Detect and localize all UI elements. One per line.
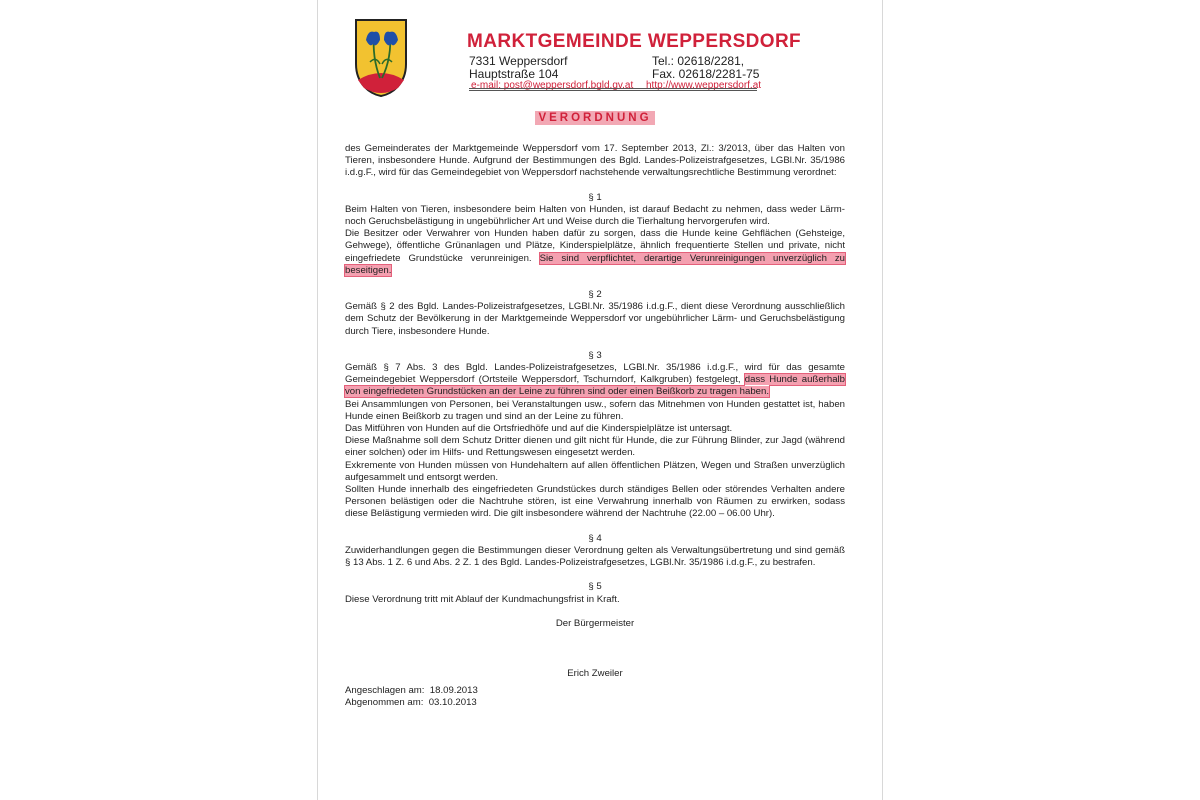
address-line-2: Hauptstraße 104 (469, 67, 559, 81)
section-4-heading: § 4 (588, 532, 602, 544)
telephone: Tel.: 02618/2281, (652, 54, 745, 68)
section-2-heading: § 2 (588, 289, 602, 301)
section-1-paragraph-1: Beim Halten von Tieren, insbesondere beim Halten von Hunden, ist darauf Bedacht zu nehmen, dass weder Lärm- noch Geruchsbelästigung in ungebührlicher Art und Weise durch die Tierhaltung hervorgerufen wird. (345, 203, 845, 228)
coat-of-arms-logo (354, 18, 408, 98)
section-3-text: Gemäß § 7 Abs. 3 des Bgld. Landes-Polizeistrafgesetzes, LGBl.Nr. 35/1986 i.d.g.F., wird für das gesamte Gemeindegebiet Weppersdorf (Ortsteile Weppersdorf, Tschurndorf, Kalkgruben) festgelegt, (345, 362, 845, 386)
intro-paragraph: des Gemeinderates der Marktgemeinde Weppersdorf vom 17. September 2013, Zl.: 3/2013, über das Halten von Tieren, insbesondere Hunde. Aufgrund der Bestimmungen des Bgld. Landes-Polizeistrafgesetzes, LGBl.Nr. 35/1986 i.d.g.F., wird für das Gemeindegebiet von Weppersdorf nachstehende verwaltungsrechtliche Bestimmung verordnet: (345, 143, 845, 179)
email-address: e-mail: post@weppersdorf.bgld.gv.at (471, 80, 634, 91)
section-1-heading: § 1 (588, 191, 602, 203)
address-line-1: 7331 Weppersdorf (469, 54, 568, 68)
section-3-paragraph-1 (345, 362, 845, 399)
section-5-heading: § 5 (588, 581, 602, 593)
section-3-paragraph-5: Exkremente von Hunden müssen von Hundehaltern auf allen öffentlichen Plätzen, Wegen und Straßen unverzüglich aufgesammelt und entsorgt werden. (345, 459, 845, 483)
signer-name: Erich Zweiler (567, 667, 623, 679)
ordinance-body (345, 143, 845, 710)
signer-title: Der Bürgermeister (555, 617, 635, 629)
section-3-paragraph-2: Bei Ansammlungen von Personen, bei Veranstaltungen usw., sofern das Mitnehmen von Hunden gestattet ist, haben Hunde einen Beißkorb zu tragen und sind an der Leine zu führen. (345, 398, 845, 422)
section-1-paragraph-2 (345, 228, 845, 277)
section-3-paragraph-4: Diese Maßnahme soll dem Schutz Dritter dienen und gilt nicht für Hunde, die zur Führung Blinder, zur Jagd (während einer solchen) oder im Hilfs- und Rettungswesen eingesetzt werden. (345, 435, 845, 459)
section-1-highlight: Sie sind verpflichtet, derartige Verunreinigungen unverzüglich zu beseitigen. (345, 252, 846, 276)
website-url: http://www.weppersdorf.at (646, 80, 762, 91)
section-3-heading: § 3 (588, 349, 602, 361)
section-4-paragraph: Zuwiderhandlungen gegen die Bestimmungen dieser Verordnung gelten als Verwaltungsübertretung und sind gemäß § 13 Abs. 1 Z. 6 und Abs. 2 Z. 1 des Bgld. Landes-Polizeistrafgesetzes, LGBl.Nr. 35/1986 i.d.g.F., zu bestrafen. (345, 544, 845, 569)
section-3-paragraph-3: Das Mitführen von Hunden auf die Ortsfriedhöfe und auf die Kinderspielplätze ist untersagt. (345, 423, 733, 435)
section-2-paragraph: Gemäß § 2 des Bgld. Landes-Polizeistrafgesetzes, LGBl.Nr. 35/1986 i.d.g.F., dient diese Verordnung ausschließlich dem Schutz der Bevölkerung in der Marktgemeinde Weppersdorf vor ungebührlicher Lärm- und Geruchsbelästigung durch Tiere, insbesondere Hunde. (345, 301, 845, 337)
header-separator (469, 88, 757, 91)
document-heading: VERORDNUNG (535, 111, 655, 125)
section-3-paragraph-6: Sollten Hunde innerhalb des eingefriedeten Grundstückes durch ständiges Bellen oder störendes Verhalten andere Personen belästigen oder die Nachtruhe stören, ist eine Verwahrung innerhalb von Räumen zu erwirken, sodass diese Belästigung vermieden wird. Die gilt insbesondere während der Nachtruhe (22.00 – 06.00 Uhr). (345, 484, 845, 520)
section-1-text: Die Besitzer oder Verwahrer von Hunden haben dafür zu sorgen, dass die Hunde keine Gehflächen (Gehsteige, Gehwege), öffentliche Grünanlagen und Plätze, Kinderspielplätze, ähnlich frequentierte Stellen und private, nicht eingefriedete Grundstücke verunreinigen. (345, 228, 845, 264)
removed-date: Abgenommen am: 03.10.2013 (345, 697, 477, 709)
fax: Fax. 02618/2281-75 (652, 67, 760, 81)
section-5-paragraph: Diese Verordnung tritt mit Ablauf der Kundmachungsfrist in Kraft. (345, 593, 620, 605)
municipality-title: MARKTGEMEINDE WEPPERSDORF (467, 31, 802, 52)
posted-date: Angeschlagen am: 18.09.2013 (345, 685, 478, 697)
section-3-highlight: dass Hunde außerhalb von eingefriedeten Grundstücken an der Leine zu führen sind oder einen Beißkorb zu tragen haben. (345, 374, 845, 398)
